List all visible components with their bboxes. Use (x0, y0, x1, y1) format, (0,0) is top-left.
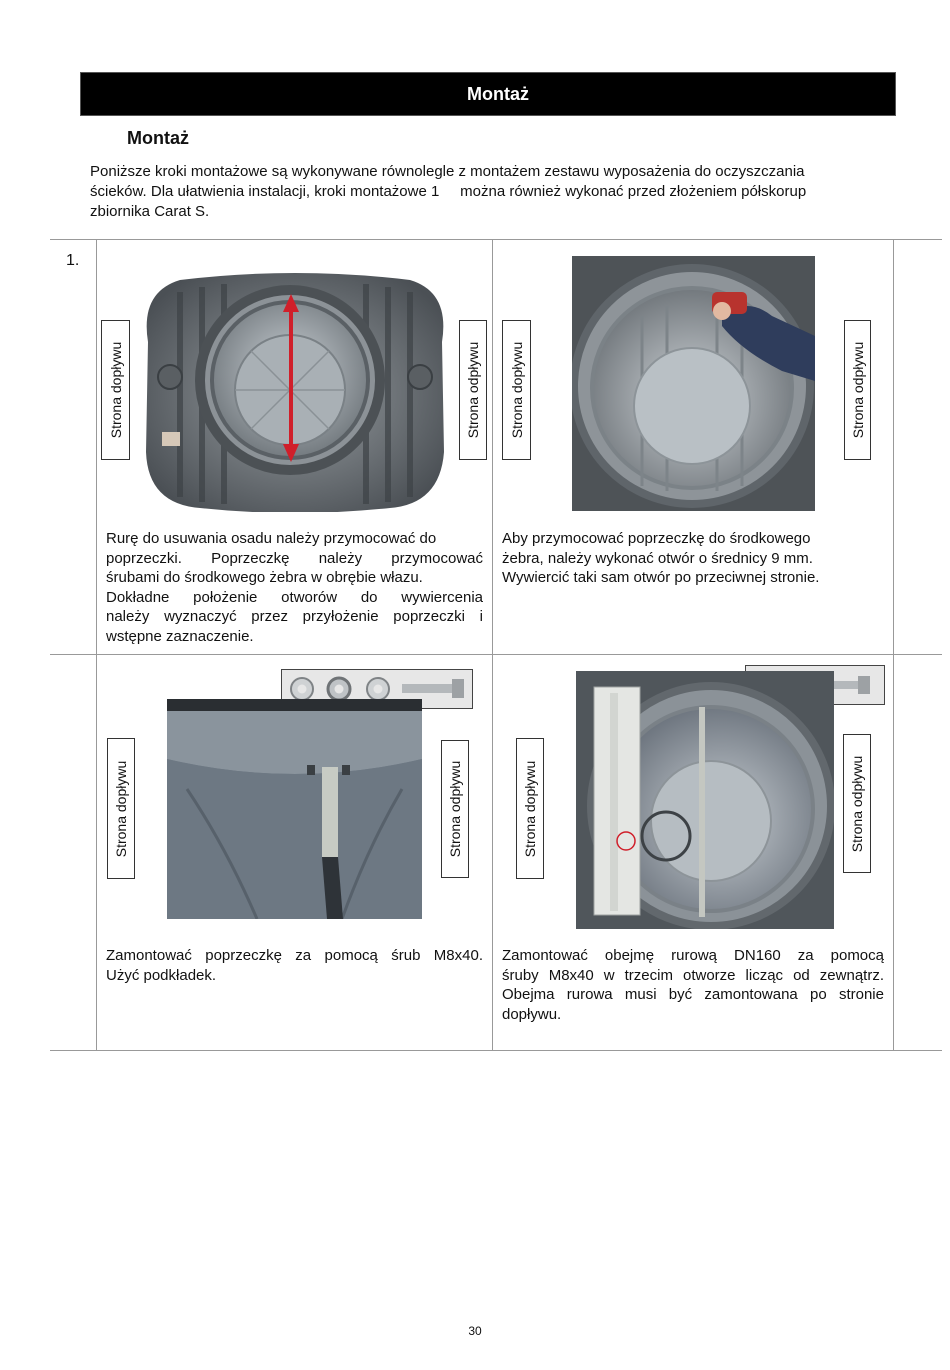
table-row-divider (50, 654, 942, 655)
step-description-d: Zamontować obejmę rurową DN160 za pomocą śruby M8x40 w trzecim otworze licząc od zewnątrz. Obejma rurowa musi być zamontowana po stronie dopływu. (502, 947, 884, 1023)
inflow-side-label: Strona dopływu (107, 738, 135, 879)
inflow-side-label: Strona dopływu (101, 320, 130, 460)
outflow-side-label: Strona odpływu (441, 740, 469, 878)
inflow-side-label: Strona dopływu (502, 320, 531, 460)
crossbar-mounted-photo (167, 699, 422, 919)
table-col-divider (893, 239, 894, 1051)
outflow-side-label: Strona odpływu (844, 320, 871, 460)
table-col-divider (96, 239, 97, 1051)
step-description-a: Rurę do usuwania osadu należy przymocować do poprzeczki. Poprzeczkę należy przymocować śrubami do środkowego żebra w obrębie włazu. Dokładne położenie otworów do wywiercenia należy wyznaczyć przez przyłożenie poprzeczki i wstępne zaznaczenie. (106, 530, 483, 645)
intro-paragraph (90, 162, 890, 222)
table-col-divider (492, 239, 493, 1051)
step-number: 1. (66, 252, 80, 269)
intro-line: Poniższe kroki montażowe są wykonywane równolegle z montażem zestawu wyposażenia do oczyszczania (90, 163, 805, 180)
intro-line: zbiornika Carat S. (90, 203, 210, 220)
outflow-side-label: Strona odpływu (843, 734, 871, 873)
table-bottom-border (50, 1050, 942, 1051)
header-title: Montaż (467, 84, 529, 104)
pipe-clamp-photo (576, 671, 834, 929)
table-top-border (50, 239, 942, 240)
inflow-side-label: Strona dopływu (516, 738, 544, 879)
tank-top-view-photo (140, 272, 450, 512)
section-title: Montaż (127, 128, 189, 148)
drilling-hole-photo (572, 256, 815, 511)
intro-line: ścieków. Dla ułatwienia instalacji, kroki montażowe 1 można również wykonać przed złożeniem półskorup (90, 183, 807, 200)
outflow-side-label: Strona odpływu (459, 320, 487, 460)
page-number: 30 (468, 1324, 482, 1338)
step-description-c: Zamontować poprzeczkę za pomocą śrub M8x40. Użyć podkładek. (106, 947, 483, 984)
header-bar (80, 72, 896, 116)
step-description-b: Aby przymocować poprzeczkę do środkowego żebra, należy wykonać otwór o średnicy 9 mm. Wywiercić taki sam otwór po przeciwnej stronie. (502, 530, 820, 586)
